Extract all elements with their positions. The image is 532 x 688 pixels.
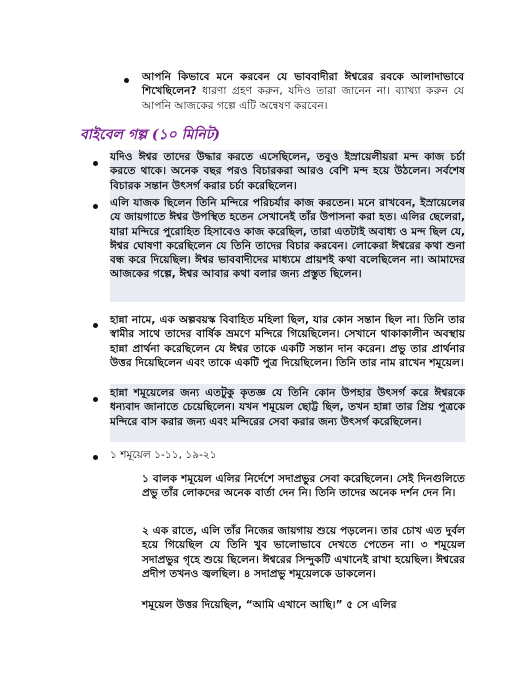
- scripture-paragraph-2: ২ এক রাতে, এলি তাঁর নিজের জায়গায় শুয়ে পড়লেন। তার চোখ এত দুর্বল হয়ে গিয়েছিল যে তিনি খুব ভালোভাবে দেখতে পেতেন না। ৩ শমূয়েল সদাপ্রভুর গৃহে শুয়ে ছিলেন। ঈশ্বরের সিন্দুকটি এখানেই রাখা হয়েছিল। ঈশ্বরের প্রদীপ তখনও জ্বলছিল। ৪ সদাপ্রভু শমূয়েলকে ডাকলেন।: [142, 525, 465, 580]
- bullet-item-4: হান্না শমূয়েলের জন্য এতটুকু কৃতজ্ঞ যে তিনি কোন উপহার উৎসর্গ করে ঈশ্বরকে ধন্যবাদ জানাতে চেয়েছিলেন। যখন শমূয়েল ছোট্ট ছিল, তখন হান্না তার প্রিয় পুত্রকে মন্দিরে বাস করার জন্য এবং মন্দিরের সেবা করার জন্য উৎসর্গ করেছিলেন।: [110, 387, 465, 428]
- bullet-marker: [93, 161, 98, 166]
- intro-item-bold: আপনি কিভাবে মনে করবেন যে ভাববাদীরা ঈশ্বরের রবকে আলাদাভাবে শিখেছিলেন?: [142, 71, 464, 98]
- bullet-marker: [93, 397, 98, 402]
- bullet-marker: [93, 204, 98, 209]
- scripture-reference: ১ শমূয়েল ১-১১, ১৯-২১: [110, 449, 217, 461]
- intro-item-normal: ধারণা গ্রহণ করুন, যদিও তারা জানেন না। ব্যাখ্যা করুন যে আপনি আজকের গল্পে এটি অন্বেষণ করবেন।: [142, 85, 464, 112]
- scripture-paragraph-3: শমূয়েল উত্তর দিয়েছিল, “আমি এখানে আছি।” ৫ সে এলির: [142, 599, 397, 611]
- scripture-paragraph-1: ১ বালক শমূয়েল এলির নির্দেশে সদাপ্রভুর সেবা করেছিলেন। সেই দিনগুলিতে প্রভু তাঁর লোকদের অনেক বার্তা দেন নি। তিনি তাদের অনেক দর্শন দেন নি।: [142, 473, 465, 500]
- bullet-item-3: হান্না নামে, এক অল্পবয়স্ক বিবাহিত মহিলা ছিল, যার কোন সন্তান ছিল না। তিনি তার স্বামীর সাথে তাদের বার্ষিক ভ্রমণে মন্দিরে গিয়েছিলেন। সেখানে থাকাকালীন অবস্থায় হান্না প্রার্থনা করেছিলেন যে ঈশ্বর তাকে একটি সন্তান দান করেন। প্রভু তার প্রার্থনার উত্তর দিয়েছিলেন এবং তাকে একটি পুত্র দিয়েছিলেন। তিনি তার নাম রাখেন শমূয়েল।: [110, 314, 465, 369]
- bullet-item-2: এলি যাজক ছিলেন তিনি মন্দিরে পরিচর্যার কাজ করতেন। মনে রাখবেন, ইস্রায়েলের যে জায়গাতে ঈশ্বর উপস্থিত হতেন সেখানেই তাঁর উপাসনা করা হত। এলির ছেলেরা, যারা মন্দিরে পুরোহিত হিসাবেও কাজ করেছিল, তারা এতটাই অবাধ্য ও মন্দ ছিল যে, ঈশ্বর ঘোষণা করেছিলেন যে তিনি তাদের বিচার করবেন। লোকেরা ঈশ্বরের কথা শুনা বন্ধ করে দিয়েছিল। ঈশ্বর ভাববাদীদের মাধ্যমে প্রায়শই কথা বলেছিলেন না। আমাদের আজকের গল্পে, ঈশ্বর আবার কথা বলার জন্য প্রস্তুত ছিলেন।: [110, 197, 465, 281]
- bullet-item-1: যদিও ঈশ্বর তাদের উদ্ধার করতে এসেছিলেন, তবুও ইস্রায়েলীয়রা মন্দ কাজ চর্চা করতে থাকে। অনেক বছর পরও বিচারকরা আরও বেশি মন্দ হয়ে উঠলেন। সর্বশেষ বিচারক সন্তান উৎসর্গ করার চর্চা করেছিলেন।: [110, 151, 465, 192]
- bullet-marker: [93, 455, 98, 460]
- bullet-marker: [124, 78, 129, 83]
- section-heading: বাইবেল গল্প (১০ মিনিট): [80, 127, 220, 143]
- bullet-marker: [93, 323, 98, 328]
- intro-item: [142, 70, 464, 113]
